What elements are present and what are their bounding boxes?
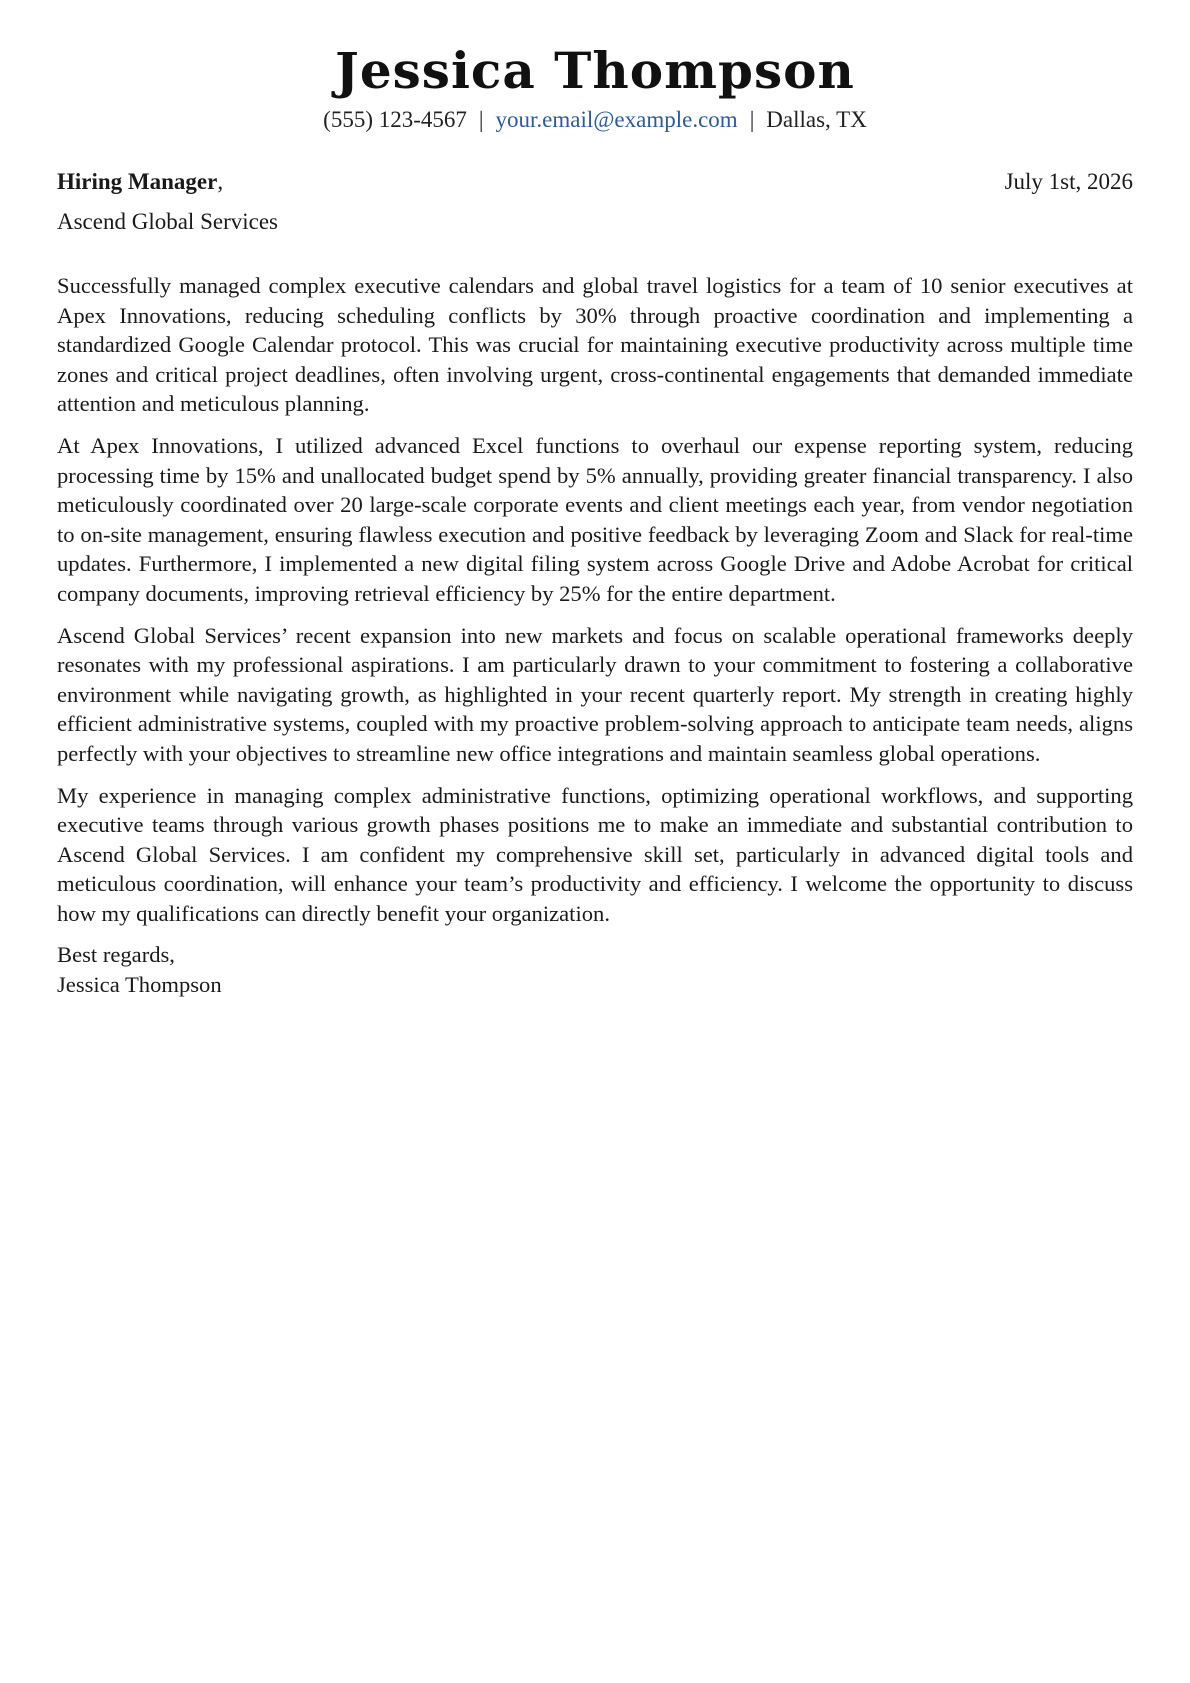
letter-body [57, 271, 1133, 928]
contact-separator: | [478, 107, 484, 132]
recipient-title-suffix: , [217, 169, 224, 194]
contact-separator: | [749, 107, 755, 132]
recipient-line [57, 168, 223, 196]
applicant-name: Jessica Thompson [335, 41, 855, 100]
letter-date: July 1st, 2026 [1004, 169, 1133, 194]
recipient-title: Hiring Manager [57, 169, 218, 194]
body-paragraph: At Apex Innovations, I utilized advanced Excel functions to overhaul our expense reporting system, reducing processing time by 15% and unallocated budget spend by 5% annually, providing greater financial transparency. I also meticulously coordinated over 20 large-scale corporate events and client meetings each year, from vendor negotiation to on-site management, ensuring flawless execution and positive feedback by leveraging Zoom and Slack for real-time updates. Furthermore, I implemented a new digital filing system across Google Drive and Adobe Acrobat for critical company documents, improving retrieval efficiency by 25% for the entire department. [57, 432, 1133, 606]
body-paragraph: My experience in managing complex administrative functions, optimizing operational workflows, and supporting executive teams through various growth phases positions me to make an immediate and substantial contribution to Ascend Global Services. I am confident my comprehensive skill set, particularly in advanced digital tools and meticulous coordination, will enhance your team’s productivity and efficiency. I welcome the opportunity to discuss how my qualifications can directly benefit your organization. [57, 782, 1133, 926]
email-link[interactable]: your.email@example.com [495, 107, 738, 132]
signature-name: Jessica Thompson [57, 972, 222, 998]
body-paragraph: Successfully managed complex executive calendars and global travel logistics for a team of 10 senior executives at Apex Innovations, reducing scheduling conflicts by 30% through proactive coordination and implementing a standardized Google Calendar protocol. This was crucial for maintaining executive productivity across multiple time zones and critical project deadlines, often involving urgent, cross-continental engagements that demanded immediate attention and meticulous planning. [57, 273, 1133, 417]
address-row [57, 168, 1133, 196]
closing-salutation: Best regards, [57, 942, 175, 968]
location: Dallas, TX [766, 107, 867, 132]
cover-letter-page [57, 40, 1133, 1000]
letter-closing [57, 940, 1133, 999]
recipient-company: Ascend Global Services [57, 209, 278, 234]
body-paragraph: Ascend Global Services’ recent expansion into new markets and focus on scalable operational frameworks deeply resonates with my professional aspirations. I am particularly drawn to your commitment to fostering a collaborative environment while navigating growth, as highlighted in your recent quarterly report. My strength in creating highly efficient administrative systems, coupled with my proactive problem-solving approach to anticipate team needs, aligns perfectly with your objectives to streamline new office integrations and maintain seamless global operations. [57, 622, 1133, 766]
contact-line [57, 106, 1133, 134]
phone-number: (555) 123-4567 [323, 107, 467, 132]
